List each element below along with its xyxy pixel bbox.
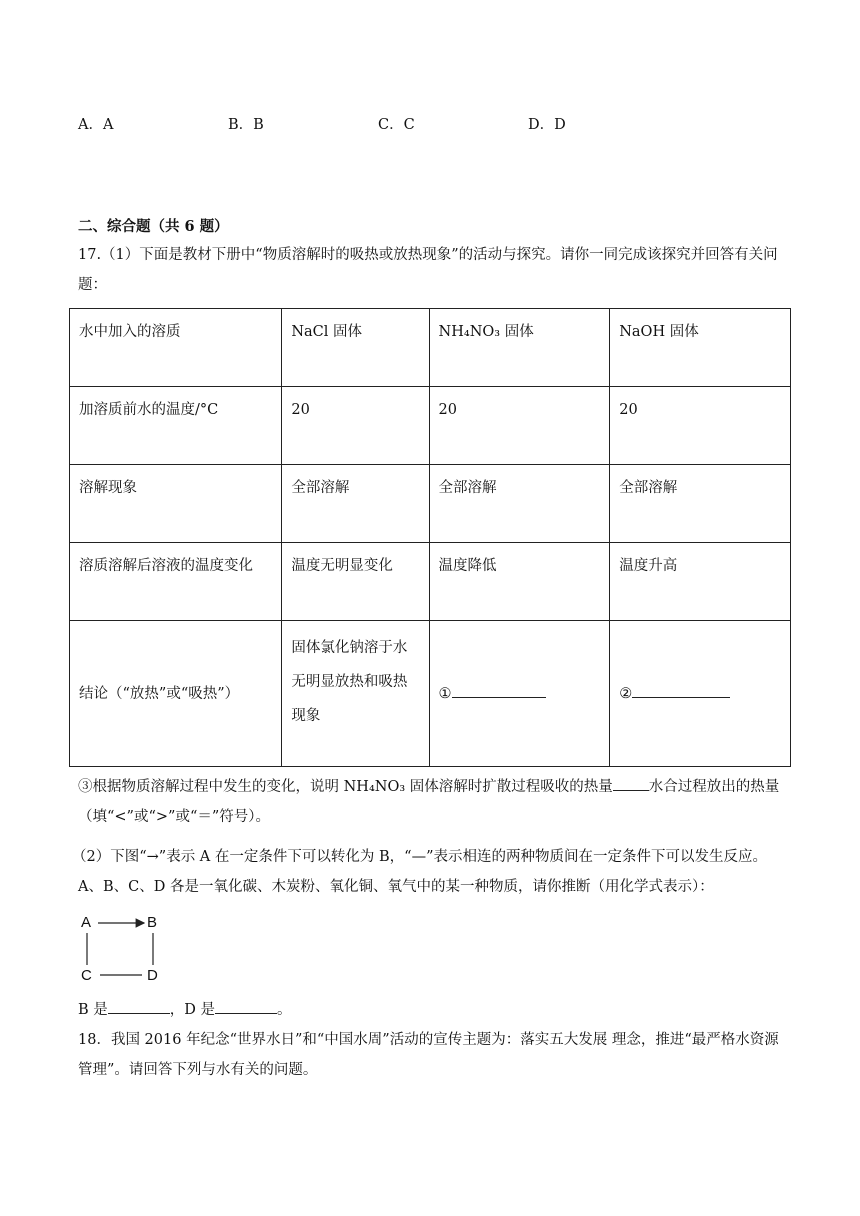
node-a: A <box>81 914 92 931</box>
node-b: B <box>147 914 158 931</box>
node-d: D <box>147 967 158 984</box>
option-text: D <box>554 117 566 133</box>
option-text: C <box>403 117 415 133</box>
option-b <box>228 113 264 134</box>
conclusion-nh4no3 <box>429 621 610 767</box>
table-cell: NaCl 固体 <box>282 309 429 387</box>
answer-blank-3[interactable] <box>613 776 649 791</box>
option-letter: D． <box>528 117 555 133</box>
option-letter: C． <box>378 117 404 133</box>
part3-text-a: ③根据物质溶解过程中发生的变化，说明 NH₄NO₃ 固体溶解时扩散过程吸收的热量 <box>78 779 613 795</box>
answer-b-label: B 是 <box>78 1002 108 1018</box>
table-cell: 全部溶解 <box>429 465 610 543</box>
answer-end: 。 <box>277 1002 292 1018</box>
circled-number-1: ① <box>438 685 452 702</box>
answer-blank-2[interactable] <box>632 683 730 698</box>
conclusion-label: 结论（“放热”或“吸热”） <box>70 621 282 767</box>
q17-answers <box>78 995 790 1025</box>
table-cell: 溶质溶解后溶液的温度变化 <box>70 543 282 621</box>
table-row <box>70 309 791 387</box>
conclusion-nacl-line: 现象 <box>291 708 321 724</box>
option-d <box>528 113 566 134</box>
table-cell: 全部溶解 <box>282 465 429 543</box>
table-cell: 加溶质前水的温度/°C <box>70 387 282 465</box>
table-cell: 全部溶解 <box>610 465 791 543</box>
part3-text-b: 水合过程放出的热量（填“<”或“>”或“＝”符号）。 <box>78 779 780 825</box>
table-cell: 溶解现象 <box>70 465 282 543</box>
table-cell: NH₄NO₃ 固体 <box>429 309 610 387</box>
answer-d-label: ，D 是 <box>169 1002 216 1018</box>
q17-part3 <box>78 772 790 832</box>
table-row <box>70 387 791 465</box>
table-row-conclusion <box>70 621 791 767</box>
option-letter: A． <box>78 117 103 133</box>
conclusion-nacl-line: 无明显放热和吸热 <box>291 674 408 690</box>
table-cell: 20 <box>429 387 610 465</box>
q17-part2-line1: （2）下图“→”表示 A 在一定条件下可以转化为 B，“—”表示相连的两种物质间在一定条件下可以发生反应。 <box>72 849 767 865</box>
answer-blank-1[interactable] <box>452 683 546 698</box>
conclusion-nacl-line: 固体氯化钠溶于水 <box>291 640 408 656</box>
option-c <box>378 113 415 134</box>
section-title: 二、综合题（共 6 题） <box>78 218 229 235</box>
q17-part2-line2: A、B、C、D 各是一氧化碳、木炭粉、氧化铜、氧气中的某一种物质，请你推断（用化学式表示）： <box>78 879 714 895</box>
table-cell: 温度升高 <box>610 543 791 621</box>
table-cell: 20 <box>610 387 791 465</box>
option-text: B <box>253 117 264 133</box>
table-cell: 温度无明显变化 <box>282 543 429 621</box>
table-cell: 水中加入的溶质 <box>70 309 282 387</box>
table-cell: 温度降低 <box>429 543 610 621</box>
option-a <box>78 113 113 134</box>
table-row <box>70 465 791 543</box>
answer-blank-b[interactable] <box>108 999 170 1014</box>
solubility-table <box>69 308 791 767</box>
table-cell: 20 <box>282 387 429 465</box>
option-letter: B． <box>228 117 254 133</box>
table-row <box>70 543 791 621</box>
q17-intro: 17.（1）下面是教材下册中“物质溶解时的吸热或放热现象”的活动与探究。请你一同完成该探究并回答有关问题： <box>78 247 778 293</box>
conclusion-naoh <box>610 621 791 767</box>
table-cell: NaOH 固体 <box>610 309 791 387</box>
circled-number-2: ② <box>619 685 633 702</box>
option-text: A <box>102 117 114 133</box>
node-c: C <box>81 967 92 984</box>
reaction-diagram <box>78 910 168 986</box>
answer-blank-d[interactable] <box>215 999 277 1014</box>
conclusion-nacl <box>282 621 429 767</box>
q18-text: 18．我国 2016 年纪念“世界水日”和“中国水周”活动的宣传主题为：落实五大发展 理念，推进“最严格水资源管理”。请回答下列与水有关的问题。 <box>78 1032 779 1078</box>
